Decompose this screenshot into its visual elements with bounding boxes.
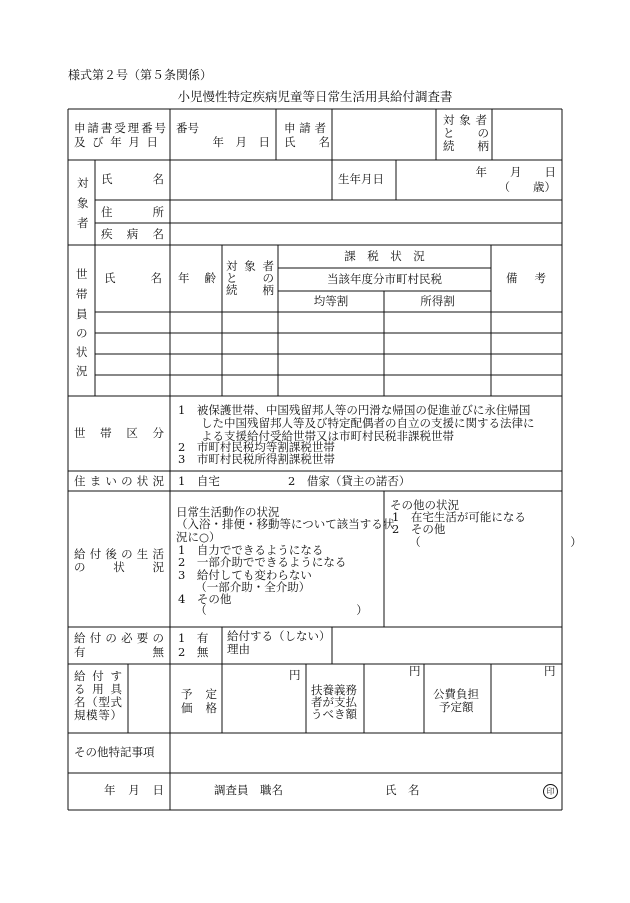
yen-unit: 円 [409, 664, 421, 678]
support-amount-label: 者が支払 [311, 695, 357, 709]
post-benefit-label: 給付後の生活 [74, 547, 164, 561]
public-burden-field[interactable] [492, 665, 561, 732]
housing-label: 住まいの状況 [74, 474, 164, 488]
tax-year-header: 当該年度分市町村民税 [327, 272, 442, 286]
member-age-header: 年 齢 [178, 271, 216, 285]
reason-label: 理由 [227, 642, 250, 656]
necessity-option-yes[interactable]: 1 有 [178, 631, 209, 645]
applicant-name-field[interactable] [333, 110, 435, 159]
subject-name-field[interactable] [171, 161, 331, 199]
receipt-number-label: 申請書受理番号 [74, 121, 166, 135]
address-field[interactable] [171, 201, 561, 222]
receipt-date-label: 及 び 年 月 日 [74, 135, 158, 149]
household-label-char: 状 [76, 345, 88, 359]
support-amount-field[interactable] [365, 665, 423, 732]
give-label: 給付する（しない） [227, 629, 331, 643]
equipment-name-label: 名（型式 [74, 695, 122, 709]
relation-field[interactable] [493, 110, 561, 159]
daily-activity-title: 日常生活動作の状況 [176, 505, 280, 519]
equipment-name-label: る 用 具 [74, 682, 122, 696]
subject-label-char: 象 [77, 196, 89, 210]
receipt-date-field[interactable]: 年 月 日 [212, 135, 270, 149]
household-class-label: 世 帯 区 分 [74, 426, 164, 440]
housing-option-rent[interactable]: 2 借家（貸主の諾否） [288, 474, 411, 488]
number-label: 番号 [176, 121, 199, 135]
daily-activity-option[interactable]: 4 その他 [178, 592, 232, 606]
other-notes-field[interactable] [171, 734, 561, 772]
applicant-label: 申 請 者 [284, 121, 326, 135]
other-status-option[interactable]: 1 在宅生活が可能になる [392, 510, 526, 524]
public-burden-label: 公費負担 [433, 687, 479, 701]
post-benefit-label: の 状 況 [74, 560, 164, 574]
subject-label-char: 者 [77, 216, 89, 230]
daily-activity-other-field[interactable]: （ ） [178, 603, 368, 617]
other-notes-label: その他特記事項 [74, 745, 155, 759]
other-status-option[interactable]: 2 その他 [392, 522, 446, 536]
relation-label-1: 対 象 者 [443, 113, 487, 127]
planned-price-field[interactable] [223, 665, 305, 732]
household-label-char: の [76, 326, 88, 340]
form-title: 小児慢性特定疾病児童等日常生活用具給付調査書 [177, 89, 453, 104]
birth-date-field[interactable]: 年 月 日 [475, 165, 556, 179]
member-relation-header: と の [226, 271, 274, 285]
household-label-char: 世 [76, 267, 88, 281]
daily-activity-option[interactable]: （一部介助・全介助） [178, 580, 311, 594]
necessity-label: 有 無 [74, 645, 164, 659]
relation-label-3: 続 柄 [443, 139, 489, 153]
planned-price-label: 予 定 [181, 687, 217, 701]
remarks-header: 備 考 [506, 271, 546, 285]
reason-field[interactable] [333, 628, 561, 663]
household-class-option: 2 市町村民税均等割課税世帯 [178, 440, 335, 454]
household-label-char: 員 [76, 307, 88, 321]
household-class-option: 3 市町村民税所得割課税世帯 [178, 452, 335, 466]
member-relation-header: 対 象 者 [226, 259, 274, 273]
inspector-name-label: 氏 名 [385, 783, 420, 797]
applicant-name-label: 氏 名 [284, 135, 330, 149]
member-name-header: 氏 名 [104, 271, 162, 285]
income-header: 所得割 [420, 294, 455, 308]
relation-label-2: と の [443, 126, 489, 140]
disease-label: 疾 病 名 [101, 227, 164, 241]
subject-name-label: 氏 名 [101, 172, 164, 186]
daily-activity-option[interactable]: 2 一部介助でできるようになる [178, 555, 347, 569]
support-amount-label: 扶養義務 [311, 683, 357, 697]
household-class-option: した中国残留邦人等及び特定配偶者の自立の支援に関する法律に [178, 416, 535, 430]
daily-activity-note: （入浴・排便・移動等について該当する状 [176, 517, 395, 531]
birth-date-label: 生年月日 [338, 172, 384, 186]
subject-label-char: 対 [77, 176, 89, 190]
equipment-name-label: 規模等） [74, 708, 122, 722]
necessity-label: 給付の必要の [74, 631, 164, 645]
per-capita-header: 均等割 [313, 294, 349, 308]
other-status-field[interactable]: （ ） [392, 535, 582, 549]
equipment-name-field[interactable] [129, 665, 170, 732]
inspector-title-label: 調査員 職名 [214, 783, 283, 797]
housing-option-own[interactable]: 1 自宅 [178, 474, 220, 488]
member-relation-header: 続 柄 [226, 283, 274, 297]
address-label: 住 所 [101, 205, 164, 219]
necessity-option-no[interactable]: 2 無 [178, 645, 209, 659]
age-field[interactable]: （ 歳） [498, 180, 556, 194]
household-label-char: 況 [76, 364, 88, 378]
seal-icon: 印 [543, 784, 558, 799]
daily-activity-option[interactable]: 1 自力でできるようになる [178, 543, 324, 557]
other-status-title: その他の状況 [390, 498, 459, 512]
public-burden-label: 予定額 [439, 700, 474, 714]
daily-activity-option[interactable]: 3 給付しても変わらない [178, 568, 312, 582]
yen-unit: 円 [289, 668, 301, 682]
form-number: 様式第２号（第５条関係） [68, 68, 213, 82]
household-class-option: 1 被保護世帯、中国残留邦人等の円滑な帰国の促進並びに永住帰国 [178, 403, 531, 417]
daily-activity-note: 況に○） [176, 530, 221, 544]
planned-price-label: 価 格 [181, 701, 217, 715]
household-label-char: 帯 [76, 287, 88, 301]
support-amount-label: うべき額 [311, 707, 357, 721]
equipment-name-label: 給 付 す [74, 669, 122, 683]
tax-status-header: 課 税 状 況 [344, 249, 425, 263]
footer-date-field[interactable]: 年 月 日 [104, 783, 164, 797]
disease-field[interactable] [171, 224, 561, 244]
yen-unit: 円 [544, 664, 556, 678]
household-class-option: よる支援給付受給世帯又は市町村民税非課税世帯 [178, 429, 454, 443]
